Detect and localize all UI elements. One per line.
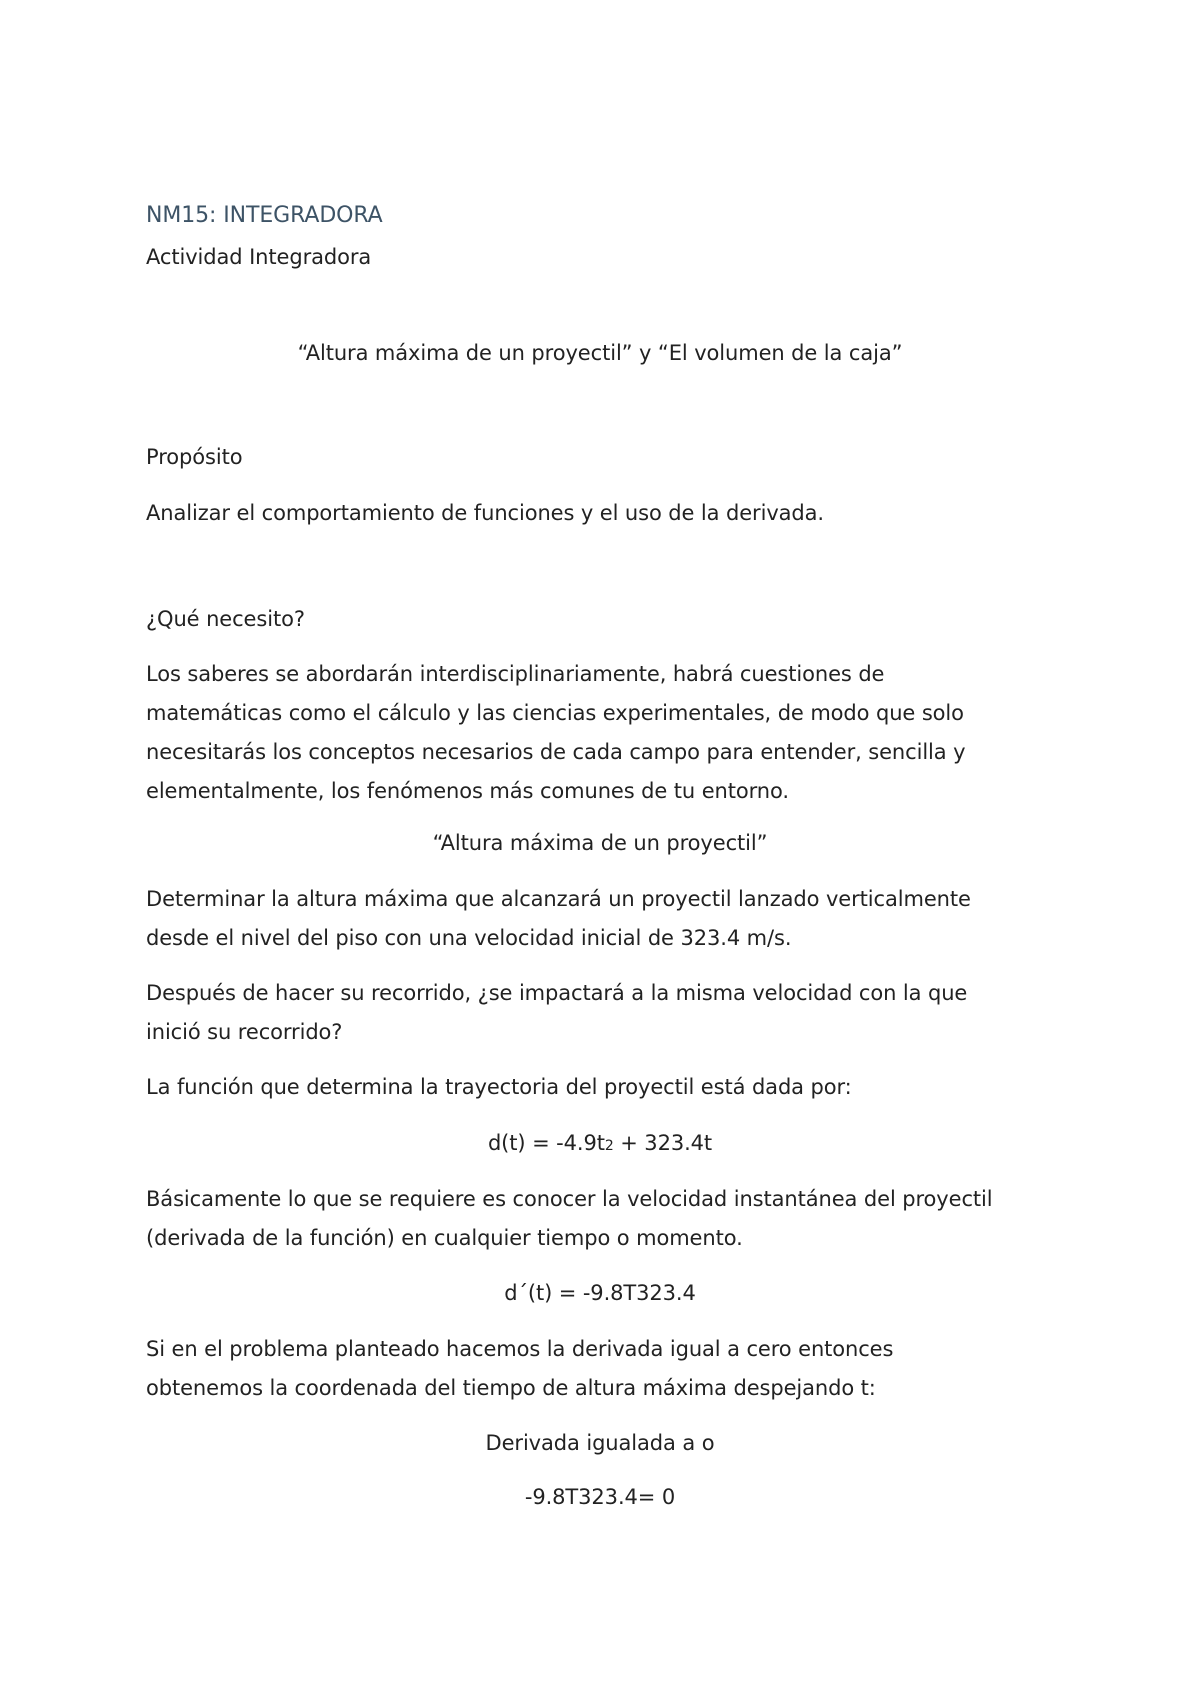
equation-zero-label: Derivada igualada a o bbox=[485, 1431, 715, 1455]
equation-trajectory-suffix: + 323.4t bbox=[613, 1131, 713, 1155]
problem-paragraph-line: Determinar la altura máxima que alcanzará un proyectil lanzado verticalmente bbox=[146, 887, 971, 911]
zero-paragraph-line: obtenemos la coordenada del tiempo de altura máxima despejando t: bbox=[146, 1376, 876, 1400]
equation-trajectory bbox=[0, 1124, 1200, 1166]
equation-trajectory-prefix: d(t) = -4.9t bbox=[487, 1131, 605, 1155]
need-paragraph-line: matemáticas como el cálculo y las ciencias experimentales, de modo que solo bbox=[146, 701, 964, 725]
document-subtitle: “Altura máxima de un proyectil” y “El volumen de la caja” bbox=[297, 341, 903, 365]
equation-derivative: d´(t) = -9.8T323.4 bbox=[504, 1281, 696, 1305]
question-paragraph-line: Después de hacer su recorrido, ¿se impactará a la misma velocidad con la que bbox=[146, 981, 968, 1005]
purpose-text: Analizar el comportamiento de funciones y el uso de la derivada. bbox=[146, 501, 824, 525]
need-heading: ¿Qué necesito? bbox=[146, 607, 305, 631]
zero-paragraph-line: Si en el problema planteado hacemos la derivada igual a cero entonces bbox=[146, 1337, 894, 1361]
need-paragraph-line: elementalmente, los fenómenos más comunes de tu entorno. bbox=[146, 779, 789, 803]
question-paragraph-line: inició su recorrido? bbox=[146, 1020, 343, 1044]
course-title: NM15: INTEGRADORA bbox=[146, 203, 383, 228]
derivative-paragraph-line: (derivada de la función) en cualquier tiempo o momento. bbox=[146, 1226, 743, 1250]
section-title: “Altura máxima de un proyectil” bbox=[432, 831, 768, 855]
equation-trajectory-exponent: 2 bbox=[604, 1138, 614, 1154]
need-paragraph-line: Los saberes se abordarán interdisciplinariamente, habrá cuestiones de bbox=[146, 662, 885, 686]
equation-zero: -9.8T323.4= 0 bbox=[524, 1485, 676, 1509]
derivative-paragraph-line: Básicamente lo que se requiere es conocer la velocidad instantánea del proyectil bbox=[146, 1187, 993, 1211]
need-paragraph-line: necesitarás los conceptos necesarios de cada campo para entender, sencilla y bbox=[146, 740, 966, 764]
function-intro: La función que determina la trayectoria del proyectil está dada por: bbox=[146, 1075, 852, 1099]
purpose-heading: Propósito bbox=[146, 445, 243, 469]
problem-paragraph-line: desde el nivel del piso con una velocidad inicial de 323.4 m/s. bbox=[146, 926, 792, 950]
activity-title: Actividad Integradora bbox=[146, 245, 372, 269]
